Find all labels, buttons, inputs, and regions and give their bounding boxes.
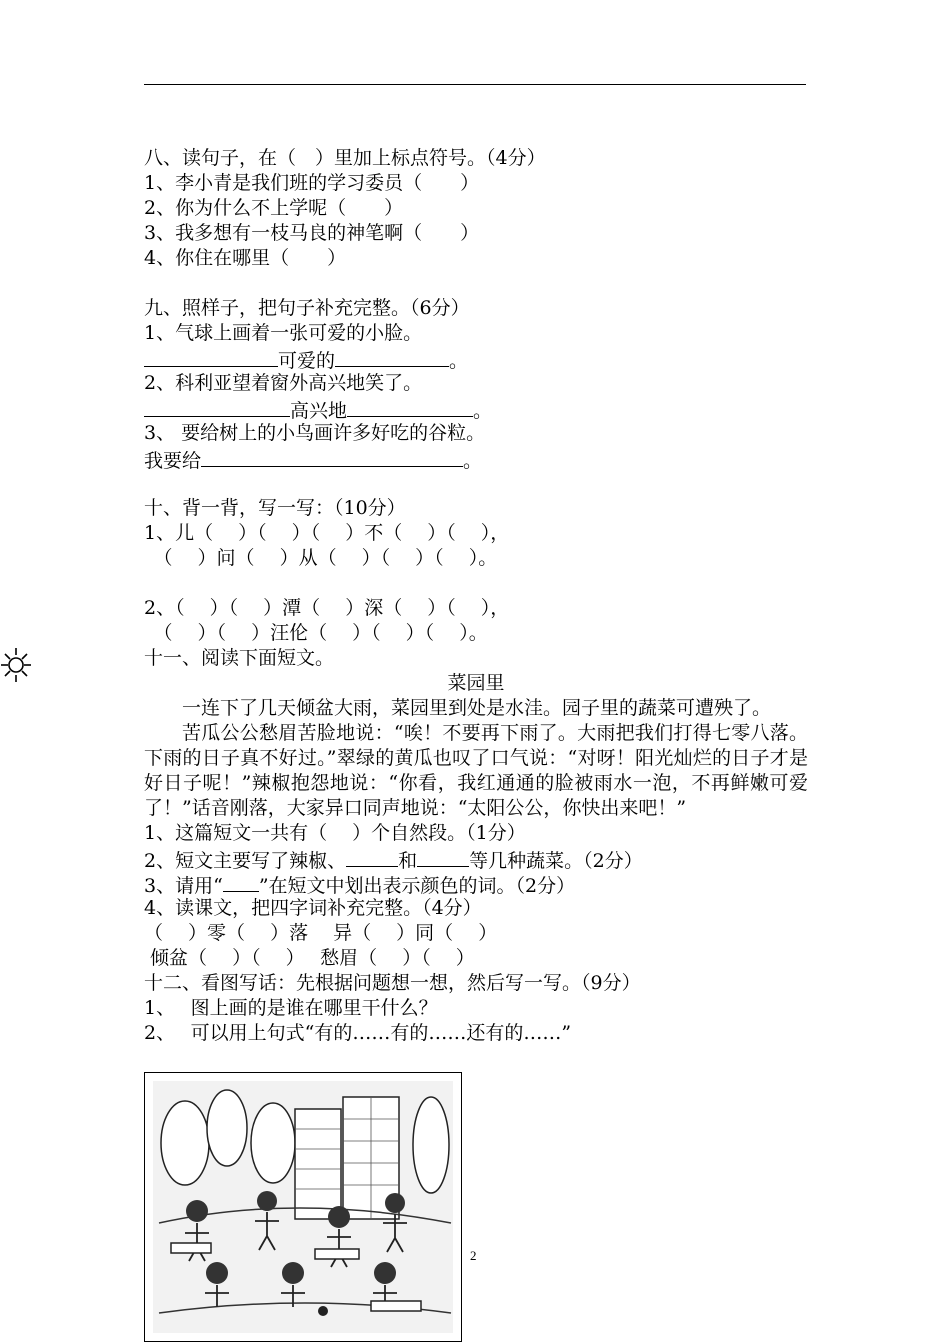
sec8-item: 3、我多想有一枝马良的神笔啊（ ） (144, 222, 480, 244)
sec11-heading: 十一、阅读下面短文。 (144, 647, 335, 669)
sec9-heading: 九、照样子，把句子补充完整。（6分） (144, 297, 470, 319)
poem-line: （ ）问（ ）从（ ）（ ）（ ）。 (144, 547, 498, 569)
answer-blank (417, 846, 469, 867)
sec10-heading: 十、背一背，写一写：（10分） (144, 497, 406, 519)
idiom-line: （ ）零（ ）落 异（ ）同（ ） (144, 922, 498, 944)
idiom-line: 倾盆（ ）（ ） 愁眉（ ）（ ） (144, 947, 475, 969)
poem-line: 2、（ ）（ ）潭（ ）深（ ）（ ）， (144, 597, 510, 619)
page-number: 2 (470, 1248, 477, 1263)
answer-blank (223, 871, 259, 892)
poem-line: （ ）（ ）汪伦（ ）（ ）（ ）。 (144, 622, 488, 644)
passage-title: 菜园里 (447, 672, 505, 694)
answer-blank (144, 346, 278, 367)
worksheet-content (144, 146, 808, 1046)
poem-line: 1、儿（ ）（ ）（ ）不（ ）（ ）， (144, 522, 510, 544)
sec9-q3: 3、 要给树上的小鸟画许多好吃的谷粒。 (144, 422, 486, 444)
header-rule (144, 84, 806, 85)
sec11-q3: 3、请用“ ”在短文中划出表示颜色的词。（2分） (144, 871, 808, 896)
sec8-heading: 八、读句子，在（ ）里加上标点符号。（4分） (144, 147, 546, 169)
sec8-item: 4、你住在哪里（ ） (144, 247, 347, 269)
answer-blank (347, 396, 473, 417)
sec12-q1: 1、 图上画的是谁在哪里干什么？ (144, 997, 438, 1019)
sec9-answer-line-3: 我要给 。 (144, 446, 808, 471)
sec12-q2: 2、 可以用上句式“有的……有的……还有的……” (144, 1022, 572, 1044)
sec9-answer-line-2: 高兴地 。 (144, 396, 808, 421)
sec11-q1: 1、这篇短文一共有（ ）个自然段。（1分） (144, 822, 526, 844)
sec9-q2: 2、科利亚望着窗外高兴地笑了。 (144, 372, 423, 394)
picture-illustration (144, 1072, 462, 1342)
answer-blank (201, 446, 463, 467)
sec8-item: 1、李小青是我们班的学习委员（ ） (144, 172, 480, 194)
sun-icon (0, 645, 32, 685)
sec9-q1: 1、气球上画着一张可爱的小脸。 (144, 322, 423, 344)
answer-blank (335, 346, 449, 367)
sec8-item: 2、你为什么不上学呢（ ） (144, 197, 404, 219)
passage-paragraph: 一连下了几天倾盆大雨，菜园里到处是水洼。园子里的蔬菜可遭殃了。 (182, 697, 772, 719)
passage-paragraph: 苦瓜公公愁眉苦脸地说：“唉！不要再下雨了。大雨把我们打得七零八落。下雨的日子真不好过。”翠绿的黄瓜也叹了口气说：“对呀！阳光灿烂的日子才是好日子呢！”辣椒抱怨地说：“你看，我红通通的脸被雨水一泡，不再鲜嫩可爱了！”话音刚落，大家异口同声地说：“太阳公公，你快出来吧！” (144, 722, 808, 819)
answer-blank (346, 846, 398, 867)
sec11-q4: 4、读课文，把四字词补充完整。（4分） (144, 897, 482, 919)
sec12-heading: 十二、看图写话：先根据问题想一想，然后写一写。（9分） (144, 972, 641, 994)
answer-blank (144, 396, 290, 417)
sec9-answer-line-1: 可爱的 。 (144, 346, 808, 371)
sec11-q2: 2、短文主要写了辣椒、 和 等几种蔬菜。（2分） (144, 846, 808, 871)
